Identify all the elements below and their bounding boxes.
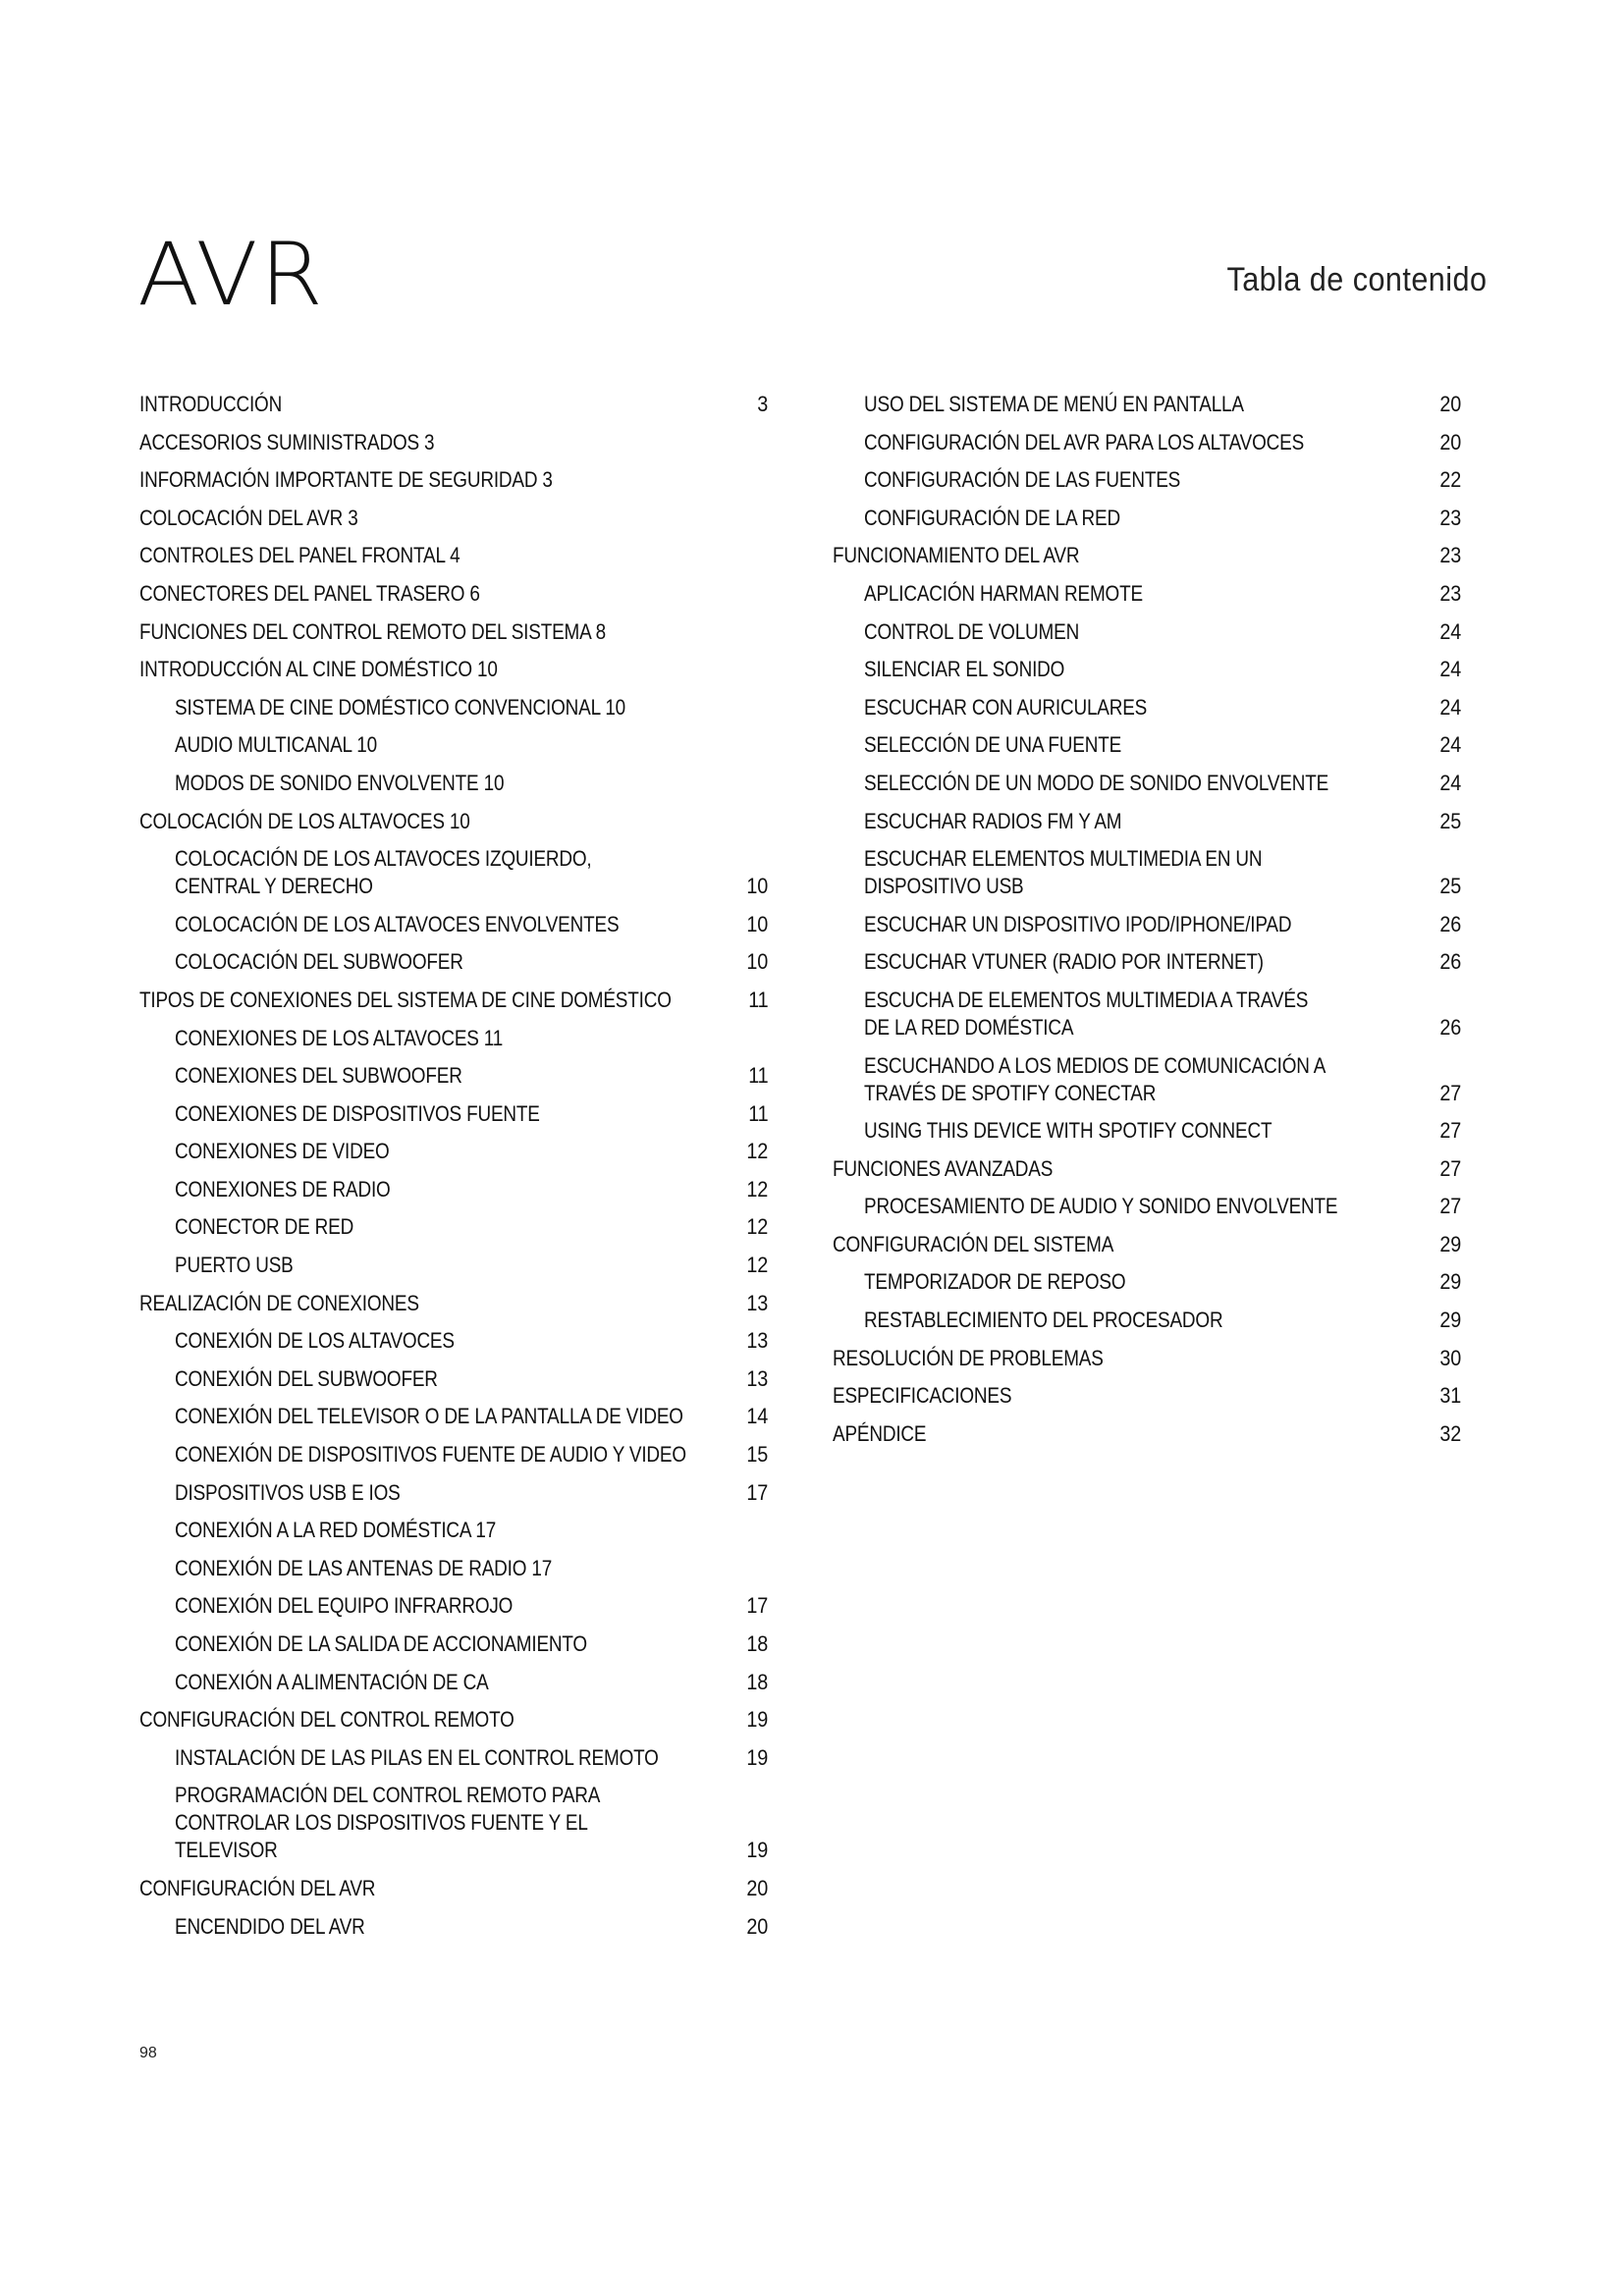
- toc-entry-title: CONFIGURACIÓN DEL AVR: [139, 1875, 376, 1900]
- toc-entry-page: 27: [1439, 1194, 1461, 1219]
- toc-entry-page: 12: [746, 1214, 768, 1240]
- toc-entry-page: 19: [746, 1744, 768, 1770]
- toc-entry-title: CONFIGURACIÓN DE LAS FUENTES: [864, 467, 1181, 493]
- toc-entry: [833, 1268, 1461, 1296]
- toc-entry: [833, 656, 1461, 683]
- toc-entry: [139, 1744, 768, 1772]
- toc-entry-title: TEMPORIZADOR DE REPOSO: [864, 1269, 1126, 1295]
- toc-entry-title: USING THIS DEVICE WITH SPOTIFY CONNECT: [864, 1118, 1272, 1144]
- toc-entry-title: COLOCACIÓN DE LOS ALTAVOCES IZQUIERDO, CENTRAL Y DERECHO: [175, 846, 592, 899]
- toc-entry: [833, 505, 1461, 532]
- toc-entry-title: USO DEL SISTEMA DE MENÚ EN PANTALLA: [864, 392, 1244, 416]
- toc-entry-page: 12: [746, 1176, 768, 1201]
- toc-entry-title: TIPOS DE CONEXIONES DEL SISTEMA DE CINE DOMÉSTICO: [139, 987, 672, 1012]
- toc-entry-page: 20: [746, 1875, 768, 1900]
- toc-entry-page: 29: [1439, 1269, 1461, 1295]
- toc-entry: [139, 1025, 768, 1052]
- toc-entry-page: 27: [1439, 1155, 1461, 1181]
- toc-entry-title: DISPOSITIVOS USB E IOS: [175, 1479, 401, 1505]
- toc-entry: [833, 1345, 1461, 1372]
- toc-entry-page: 22: [1439, 467, 1461, 493]
- page-title: Tabla de contenido: [1225, 261, 1487, 298]
- toc-entry-page: 13: [746, 1328, 768, 1354]
- toc-entry: [833, 1420, 1461, 1448]
- toc-entry: [833, 1382, 1461, 1410]
- toc-entry: [833, 618, 1461, 646]
- toc-entry-page: 32: [1439, 1420, 1461, 1446]
- toc-entry-title: RESOLUCIÓN DE PROBLEMAS: [833, 1345, 1104, 1370]
- toc-entry-title: RESTABLECIMIENTO DEL PROCESADOR: [864, 1308, 1223, 1333]
- toc-entry-page: 10: [746, 949, 768, 975]
- toc-entry-title: CONFIGURACIÓN DEL AVR PARA LOS ALTAVOCES: [864, 429, 1305, 454]
- toc-entry-title: CONEXIONES DE RADIO: [175, 1176, 391, 1201]
- toc-entry: [833, 1117, 1461, 1145]
- toc-entry-title: CONFIGURACIÓN DE LA RED: [864, 505, 1120, 530]
- toc-entry: [833, 808, 1461, 835]
- toc-entry: [139, 580, 768, 608]
- toc-entry-title: CONEXIÓN DEL SUBWOOFER: [175, 1365, 438, 1391]
- toc-entry-title: CONEXIÓN DE LAS ANTENAS DE RADIO 17: [175, 1555, 553, 1580]
- toc-entry: [833, 1193, 1461, 1220]
- toc-entry-title: CONEXIÓN DE DISPOSITIVOS FUENTE DE AUDIO Y VIDEO: [175, 1442, 686, 1468]
- toc-entry-title: CONECTOR DE RED: [175, 1214, 354, 1240]
- toc-entry-title: COLOCACIÓN DEL AVR 3: [139, 505, 358, 530]
- toc-entry-title: ESCUCHAR CON AURICULARES: [864, 694, 1148, 720]
- toc-entry-title: CONEXIÓN DEL TELEVISOR O DE LA PANTALLA DE VIDEO: [175, 1404, 683, 1429]
- toc-entry: [139, 429, 768, 456]
- toc-entry-title: APLICACIÓN HARMAN REMOTE: [864, 580, 1143, 606]
- toc-entry-page: 24: [1439, 618, 1461, 644]
- toc-entry-title: APÉNDICE: [833, 1420, 927, 1446]
- toc-entry: [139, 1062, 768, 1090]
- toc-entry: [833, 770, 1461, 797]
- toc-entry: [833, 1052, 1461, 1107]
- toc-entry: [139, 1479, 768, 1507]
- toc-entry-title: ESCUCHAR UN DISPOSITIVO IPOD/IPHONE/IPAD: [864, 911, 1292, 936]
- toc-entry-title: PUERTO USB: [175, 1253, 294, 1278]
- toc-entry: [833, 987, 1461, 1041]
- toc-entry-page: 26: [1439, 1014, 1461, 1040]
- toc-entry-title: FUNCIONES AVANZADAS: [833, 1155, 1054, 1181]
- toc-entry: [139, 1365, 768, 1393]
- toc-entry: [139, 1213, 768, 1241]
- toc-entry-page: 3: [757, 392, 768, 416]
- toc-entry: [139, 1252, 768, 1279]
- toc-entry: [139, 505, 768, 532]
- toc-entry-title: CONEXIONES DE DISPOSITIVOS FUENTE: [175, 1100, 540, 1126]
- toc-entry: [139, 1100, 768, 1128]
- toc-entry-page: 23: [1439, 505, 1461, 530]
- toc-entry-page: 11: [747, 1063, 768, 1089]
- toc-entry-page: 15: [746, 1442, 768, 1468]
- toc-entry-page: 27: [1439, 1080, 1461, 1105]
- toc-entry-title: COLOCACIÓN DEL SUBWOOFER: [175, 949, 463, 975]
- toc-entry-title: CONEXIONES DE VIDEO: [175, 1139, 390, 1164]
- toc-entry-page: 27: [1439, 1118, 1461, 1144]
- toc-entry: [139, 845, 768, 900]
- toc-entry-page: 19: [746, 1707, 768, 1733]
- toc-entry: [833, 694, 1461, 721]
- toc-entry: [139, 1517, 768, 1544]
- toc-entry-title: SILENCIAR EL SONIDO: [864, 657, 1065, 682]
- toc-entry: [139, 987, 768, 1014]
- toc-entry-page: 10: [746, 874, 768, 899]
- toc-entry: [833, 948, 1461, 976]
- toc-entry-title: CONECTORES DEL PANEL TRASERO 6: [139, 580, 480, 606]
- toc-entry: [833, 1231, 1461, 1258]
- toc-entry-title: INFORMACIÓN IMPORTANTE DE SEGURIDAD 3: [139, 467, 553, 493]
- toc-entry-page: 30: [1439, 1345, 1461, 1370]
- toc-entry: [139, 391, 768, 418]
- toc-entry-title: REALIZACIÓN DE CONEXIONES: [139, 1290, 419, 1315]
- toc-entry: [139, 1630, 768, 1658]
- toc-entry-title: INSTALACIÓN DE LAS PILAS EN EL CONTROL REMOTO: [175, 1744, 659, 1770]
- toc-entry-page: 24: [1439, 770, 1461, 795]
- toc-entry-page: 26: [1439, 949, 1461, 975]
- toc-entry-page: 12: [746, 1253, 768, 1278]
- toc-entry: [139, 770, 768, 797]
- avr-logo: AVR: [137, 224, 326, 325]
- toc-entry: [139, 1403, 768, 1430]
- toc-entry: [833, 1155, 1461, 1183]
- toc-entry-title: ENCENDIDO DEL AVR: [175, 1913, 365, 1939]
- toc-entry-title: ESCUCHA DE ELEMENTOS MULTIMEDIA A TRAVÉS DE LA RED DOMÉSTICA: [864, 987, 1309, 1040]
- toc-entry-title: FUNCIONAMIENTO DEL AVR: [833, 543, 1080, 568]
- toc-entry-page: 20: [1439, 429, 1461, 454]
- toc-entry-title: ESCUCHAR ELEMENTOS MULTIMEDIA EN UN DISPOSITIVO USB: [864, 846, 1263, 899]
- toc-entry-page: 25: [1439, 874, 1461, 899]
- toc-entry-title: CONEXIÓN A ALIMENTACIÓN DE CA: [175, 1669, 489, 1694]
- toc-entry-title: CONTROLES DEL PANEL FRONTAL 4: [139, 543, 460, 568]
- toc-entry-page: 24: [1439, 657, 1461, 682]
- toc-entry-title: PROCESAMIENTO DE AUDIO Y SONIDO ENVOLVENTE: [864, 1194, 1338, 1219]
- toc-entry-title: MODOS DE SONIDO ENVOLVENTE 10: [175, 770, 505, 795]
- toc-entry-page: 26: [1439, 911, 1461, 936]
- toc-entry: [833, 429, 1461, 456]
- toc-entry: [139, 542, 768, 569]
- toc-right-column: [833, 391, 1461, 1458]
- toc-entry-page: 17: [746, 1479, 768, 1505]
- toc-entry-page: 29: [1439, 1308, 1461, 1333]
- toc-entry-title: INTRODUCCIÓN: [139, 392, 283, 416]
- toc-entry-title: ACCESORIOS SUMINISTRADOS 3: [139, 429, 435, 454]
- toc-entry: [833, 1307, 1461, 1334]
- toc-entry-title: SELECCIÓN DE UN MODO DE SONIDO ENVOLVENTE: [864, 770, 1329, 795]
- toc-entry-title: AUDIO MULTICANAL 10: [175, 732, 377, 758]
- toc-entry: [139, 1592, 768, 1620]
- toc-entry: [139, 1138, 768, 1165]
- toc-entry: [139, 911, 768, 938]
- toc-entry-page: 18: [746, 1669, 768, 1694]
- toc-entry-title: SISTEMA DE CINE DOMÉSTICO CONVENCIONAL 10: [175, 694, 626, 720]
- toc-entry-page: 11: [747, 1100, 768, 1126]
- toc-left-column: [139, 391, 768, 1950]
- toc-entry-page: 25: [1439, 808, 1461, 833]
- toc-entry-title: ESPECIFICACIONES: [833, 1383, 1012, 1409]
- toc-entry-page: 17: [746, 1593, 768, 1619]
- toc-entry-title: COLOCACIÓN DE LOS ALTAVOCES 10: [139, 808, 470, 833]
- toc-entry-page: 20: [1439, 392, 1461, 416]
- toc-entry-page: 12: [746, 1139, 768, 1164]
- toc-entry: [139, 656, 768, 683]
- toc-entry-title: CONEXIONES DEL SUBWOOFER: [175, 1063, 462, 1089]
- toc-entry-title: CONEXIÓN DE LA SALIDA DE ACCIONAMIENTO: [175, 1631, 587, 1656]
- toc-entry-page: 14: [746, 1404, 768, 1429]
- toc-entry: [139, 1327, 768, 1355]
- toc-entry: [139, 1176, 768, 1203]
- toc-entry: [833, 731, 1461, 759]
- toc-entry-title: ESCUCHAR RADIOS FM Y AM: [864, 808, 1122, 833]
- page-number: 98: [139, 2045, 157, 2061]
- toc-entry: [139, 1555, 768, 1582]
- toc-entry: [139, 1706, 768, 1734]
- toc-entry-page: 31: [1439, 1383, 1461, 1409]
- toc-entry-title: INTRODUCCIÓN AL CINE DOMÉSTICO 10: [139, 657, 498, 682]
- toc-entry-page: 13: [746, 1365, 768, 1391]
- toc-entry-title: CONTROL DE VOLUMEN: [864, 618, 1080, 644]
- toc-entry: [833, 845, 1461, 900]
- toc-entry-title: FUNCIONES DEL CONTROL REMOTO DEL SISTEMA 8: [139, 618, 606, 644]
- toc-entry: [139, 948, 768, 976]
- toc-entry-page: 29: [1439, 1231, 1461, 1256]
- toc-entry: [833, 542, 1461, 569]
- toc-entry-page: 11: [747, 987, 768, 1012]
- toc-entry: [139, 808, 768, 835]
- toc-entry-title: CONEXIONES DE LOS ALTAVOCES 11: [175, 1025, 504, 1050]
- toc-entry-page: 23: [1439, 543, 1461, 568]
- toc-entry: [833, 466, 1461, 494]
- toc-entry-page: 24: [1439, 732, 1461, 758]
- toc-entry-title: ESCUCHANDO A LOS MEDIOS DE COMUNICACIÓN A TRAVÉS DE SPOTIFY CONECTAR: [864, 1052, 1326, 1105]
- toc-entry: [139, 1782, 768, 1864]
- toc-entry-title: CONFIGURACIÓN DEL SISTEMA: [833, 1231, 1114, 1256]
- toc-entry: [139, 1290, 768, 1317]
- toc-entry-page: 24: [1439, 694, 1461, 720]
- toc-entry-title: CONFIGURACIÓN DEL CONTROL REMOTO: [139, 1707, 514, 1733]
- toc-entry-title: CONEXIÓN A LA RED DOMÉSTICA 17: [175, 1518, 497, 1543]
- toc-entry: [139, 1875, 768, 1902]
- toc-entry: [833, 911, 1461, 938]
- toc-entry-page: 10: [746, 911, 768, 936]
- toc-entry-title: ESCUCHAR VTUNER (RADIO POR INTERNET): [864, 949, 1264, 975]
- toc-entry-page: 23: [1439, 580, 1461, 606]
- toc-entry: [833, 580, 1461, 608]
- toc-entry-title: CONEXIÓN DE LOS ALTAVOCES: [175, 1328, 455, 1354]
- toc-entry: [139, 618, 768, 646]
- toc-entry: [139, 1441, 768, 1468]
- toc-entry: [833, 391, 1461, 418]
- toc-entry: [139, 1669, 768, 1696]
- toc-entry: [139, 731, 768, 759]
- toc-entry-page: 13: [746, 1290, 768, 1315]
- toc-entry-title: SELECCIÓN DE UNA FUENTE: [864, 732, 1122, 758]
- toc-entry-title: PROGRAMACIÓN DEL CONTROL REMOTO PARA CONTROLAR LOS DISPOSITIVOS FUENTE Y EL TELEVISOR: [175, 1783, 600, 1863]
- toc-entry-title: CONEXIÓN DEL EQUIPO INFRARROJO: [175, 1593, 514, 1619]
- toc-entry-page: 20: [746, 1913, 768, 1939]
- toc-entry-page: 18: [746, 1631, 768, 1656]
- toc-entry: [139, 466, 768, 494]
- toc-entry: [139, 694, 768, 721]
- toc-entry-page: 19: [746, 1838, 768, 1863]
- toc-entry: [139, 1913, 768, 1941]
- toc-entry-title: COLOCACIÓN DE LOS ALTAVOCES ENVOLVENTES: [175, 911, 620, 936]
